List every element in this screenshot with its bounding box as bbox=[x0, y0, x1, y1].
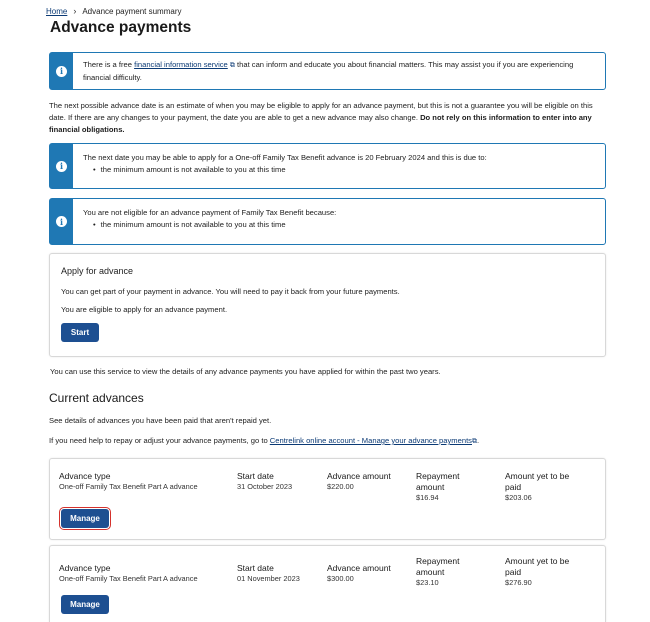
advance-type-value: One-off Family Tax Benefit Part A advance bbox=[59, 482, 198, 491]
advance-amount-value: $220.00 bbox=[327, 482, 354, 491]
info-icon: i bbox=[56, 66, 67, 77]
financial-info-alert: i There is a free financial information service ⧉ that can inform and educate you about financial matters. This may assist you if you are experiencing financial difficulty. bbox=[49, 52, 606, 90]
ftb-ineligible-alert: i You are not eligible for an advance payment of Family Tax Benefit because: • the minimum amount is not available to you at this time bbox=[49, 198, 606, 245]
breadcrumb bbox=[46, 6, 182, 16]
advance-card: Advance type One-off Family Tax Benefit Part A advance Start date 01 November 2023 Advance amount $300.00 Repayment amount $23.10 Amount yet to be paid $276.90 Manage bbox=[49, 545, 606, 622]
page-title: Advance payments bbox=[50, 19, 192, 36]
manage-button[interactable]: Manage bbox=[61, 595, 109, 614]
financial-information-service-link[interactable]: financial information service bbox=[134, 60, 228, 69]
next-date-alert: i The next date you may be able to apply for a One-off Family Tax Benefit advance is 20 February 2024 and this is due to: • the minimum amount is not available to you at this time bbox=[49, 143, 606, 189]
apply-advance-title: Apply for advance bbox=[61, 266, 134, 276]
breadcrumb-home-link[interactable]: Home bbox=[46, 6, 68, 16]
apply-advance-card: Apply for advance You can get part of your payment in advance. You will need to pay it back from your future payments. You are eligible to apply for an advance payment. Start bbox=[49, 253, 606, 357]
external-link-icon: ⧉ bbox=[471, 438, 477, 445]
current-advances-help: If you need help to repay or adjust your advance payments, go to Centrelink online account - Manage your advance payments⧉. bbox=[49, 436, 480, 445]
manage-button[interactable]: Manage bbox=[61, 509, 109, 528]
external-link-icon: ⧉ bbox=[229, 62, 235, 69]
repayment-amount-value: $23.10 bbox=[416, 578, 439, 587]
manage-advance-payments-link[interactable]: Centrelink online account - Manage your advance payments bbox=[269, 436, 472, 445]
advance-card: Advance type One-off Family Tax Benefit Part A advance Start date 31 October 2023 Advance amount $220.00 Repayment amount $16.94 Amount yet to be paid $203.06 Manage bbox=[49, 458, 606, 540]
current-advances-desc: See details of advances you have been paid that aren't repaid yet. bbox=[49, 416, 272, 425]
current-advances-heading: Current advances bbox=[49, 391, 144, 405]
advance-type-value: One-off Family Tax Benefit Part A advance bbox=[59, 574, 198, 583]
info-icon: i bbox=[56, 216, 67, 227]
chevron-right-icon: › bbox=[73, 6, 77, 16]
start-date-value: 31 October 2023 bbox=[237, 482, 293, 491]
start-date-value: 01 November 2023 bbox=[237, 574, 300, 583]
info-icon: i bbox=[56, 161, 67, 172]
estimate-note: The next possible advance date is an estimate of when you may be eligible to apply for an advance payment, but this is not a guarantee you will be eligible on this date. If there are any changes to your payment, the date you are able to get a new advance may also change. Do not rely on this information to enter into any financial obligations. bbox=[49, 101, 593, 134]
breadcrumb-current: Advance payment summary bbox=[82, 6, 182, 16]
start-button[interactable]: Start bbox=[61, 323, 99, 342]
repayment-amount-value: $16.94 bbox=[416, 493, 439, 502]
amount-yet-to-be-paid-value: $276.90 bbox=[505, 578, 532, 587]
advance-amount-value: $300.00 bbox=[327, 574, 354, 583]
history-note: You can use this service to view the details of any advance payments you have applied for within the past two years. bbox=[50, 367, 441, 376]
amount-yet-to-be-paid-value: $203.06 bbox=[505, 493, 532, 502]
